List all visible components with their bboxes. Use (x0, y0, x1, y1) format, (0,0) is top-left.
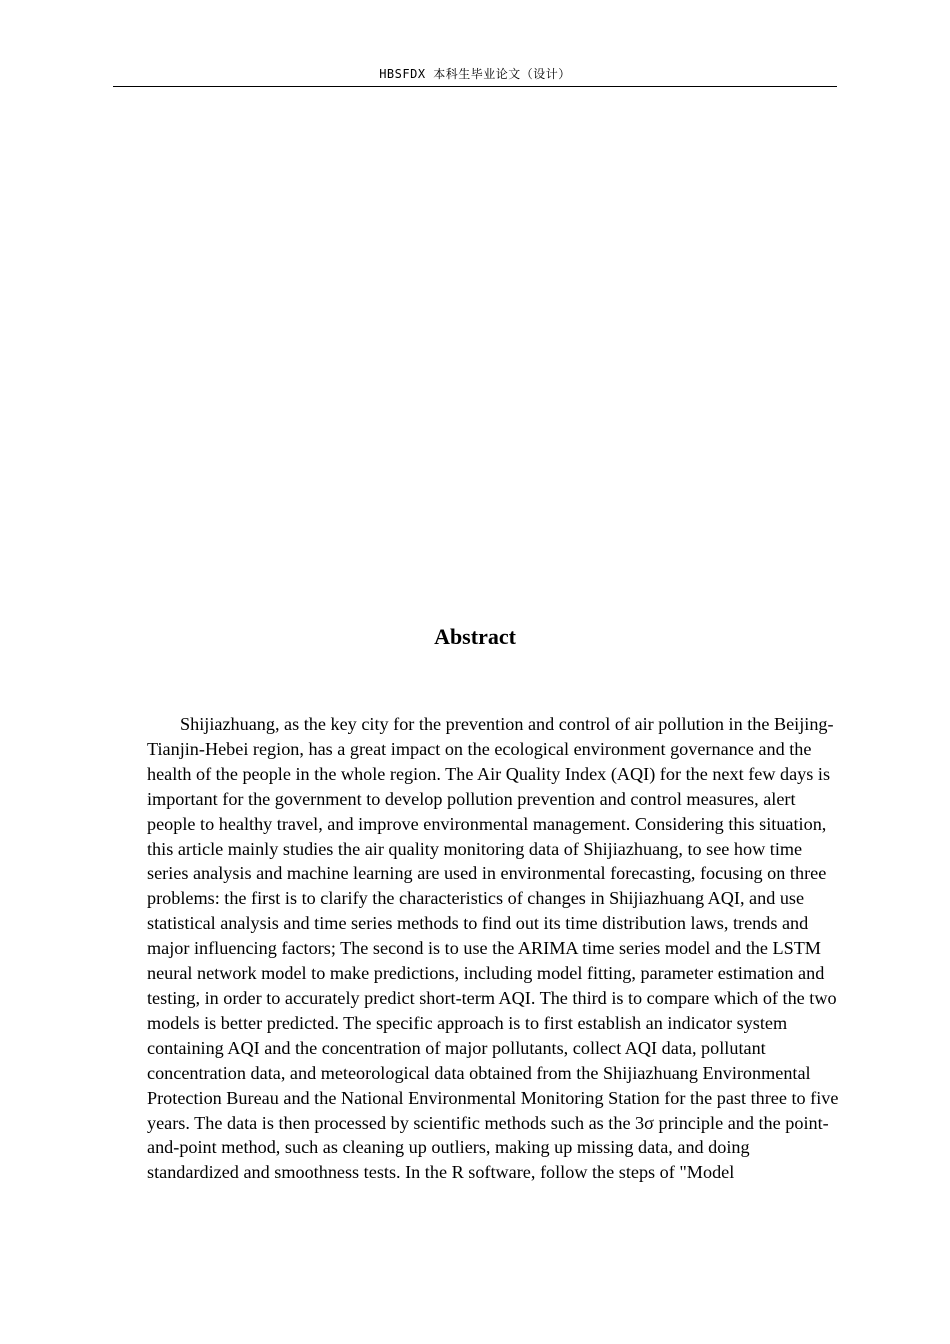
page-header (113, 64, 837, 87)
abstract-body: Shijiazhuang, as the key city for the prevention and control of air pollution in the Beijing-Tianjin-Hebei region, has a great impact on the ecological environment governance and the health of the people in the whole region. The Air Quality Index (AQI) for the next few days is important for the government to develop pollution prevention and control measures, alert people to healthy travel, and improve environmental management. Considering this situation, this article mainly studies the air quality monitoring data of Shijiazhuang, to see how time series analysis and machine learning are used in environmental forecasting, focusing on three problems: the first is to clarify the characteristics of changes in Shijiazhuang AQI, and use statistical analysis and time series methods to find out its time distribution laws, trends and major influencing factors; The second is to use the ARIMA time series model and the LSTM neural network model to make predictions, including model fitting, parameter estimation and testing, in order to accurately predict short-term AQI. The third is to compare which of the two models is better predicted. The specific approach is to first establish an indicator system containing AQI and the concentration of major pollutants, collect AQI data, pollutant concentration data, and meteorological data obtained from the Shijiazhuang Environmental Protection Bureau and the National Environmental Monitoring Station for the past three to five years. The data is then processed by scientific methods such as the 3σ principle and the point-and-point method, such as cleaning up outliers, making up missing data, and doing standardized and smoothness tests. In the R software, follow the steps of "Model (147, 714, 839, 1183)
abstract-title: Abstract (434, 624, 516, 649)
page-header-text: HBSFDX 本科生毕业论文（设计） (379, 67, 571, 81)
